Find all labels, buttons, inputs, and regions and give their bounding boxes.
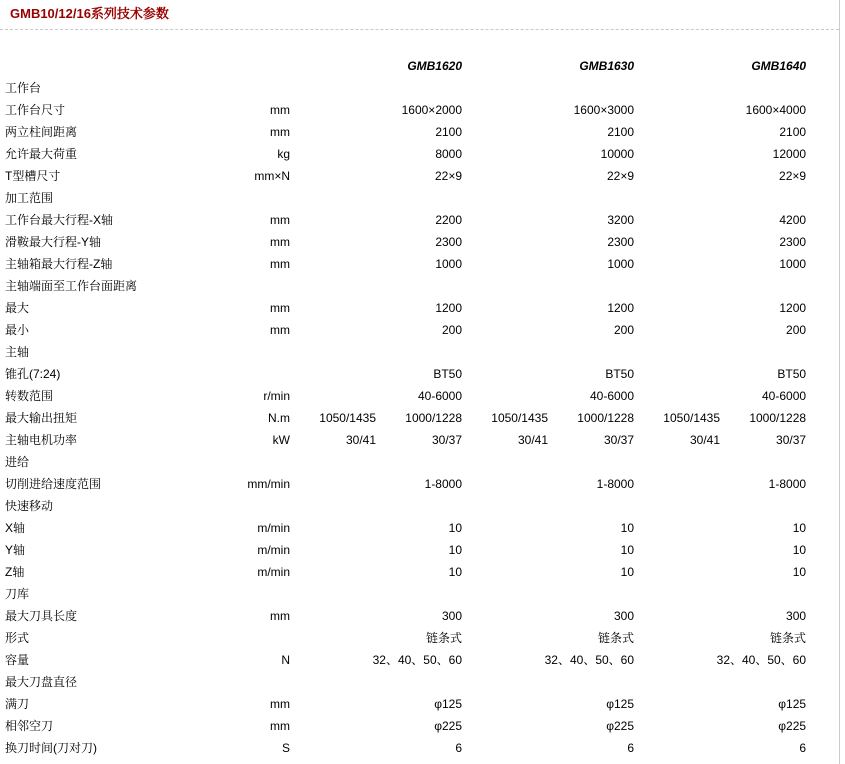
- param-name-cell: 主轴电机功率: [5, 433, 78, 447]
- unit-cell: mm/min: [247, 477, 290, 491]
- param-name-cell: 工作台最大行程-X轴: [5, 213, 114, 227]
- unit-cell: mm: [270, 103, 290, 117]
- value-cell: 200: [441, 323, 463, 337]
- value-cell: 1050/1435: [319, 411, 376, 425]
- empty-value-cell: [295, 452, 462, 474]
- value-cell: 32、40、50、60: [372, 653, 463, 667]
- unit-cell: S: [281, 741, 290, 755]
- unit-cell: N.m: [268, 411, 290, 425]
- empty-value-cell: [295, 496, 462, 518]
- param-name-cell: 最大刀具长度: [5, 609, 78, 623]
- param-name-cell: 切削进给速度范围: [5, 477, 102, 491]
- param-name-cell: T型槽尺寸: [5, 169, 61, 183]
- unit-cell: mm: [270, 697, 290, 711]
- empty-value-cell: [639, 584, 806, 606]
- table-row: [5, 408, 806, 430]
- unit-cell: [242, 364, 290, 386]
- empty-value-cell: [467, 672, 634, 694]
- value-cell: φ225: [778, 719, 807, 733]
- table-row: [5, 562, 806, 584]
- table-row: [5, 650, 806, 672]
- value-cell: 10: [448, 565, 463, 579]
- unit-cell: [242, 452, 290, 474]
- empty-value-cell: [639, 672, 806, 694]
- unit-cell: [242, 78, 290, 100]
- value-cell: 1-8000: [424, 477, 463, 491]
- value-cell: 200: [786, 323, 807, 337]
- unit-cell: [242, 342, 290, 364]
- table-row: [5, 364, 806, 386]
- unit-cell: [242, 188, 290, 210]
- table-row: [5, 430, 806, 452]
- value-cell: 32、40、50、60: [544, 653, 635, 667]
- value-cell: φ125: [434, 697, 463, 711]
- value-cell: 30/37: [776, 433, 807, 447]
- section-name-cell: 工作台: [5, 81, 42, 95]
- value-cell: 40-6000: [589, 389, 635, 403]
- table-row: [5, 694, 806, 716]
- table-row: [5, 584, 806, 606]
- section-name-cell: 进给: [5, 455, 30, 469]
- value-cell: 10000: [600, 147, 635, 161]
- param-name-cell: Y轴: [5, 543, 26, 557]
- unit-cell: r/min: [263, 389, 290, 403]
- spec-table-body: [5, 56, 806, 760]
- value-cell: BT50: [777, 367, 807, 381]
- value-cell: 2100: [607, 125, 635, 139]
- table-row: [5, 122, 806, 144]
- table-row: [5, 298, 806, 320]
- value-cell: 链条式: [598, 631, 635, 645]
- unit-cell: mm: [270, 257, 290, 271]
- table-row: [5, 232, 806, 254]
- value-cell: 10: [620, 565, 635, 579]
- value-cell: 6: [799, 741, 807, 755]
- table-row: [5, 474, 806, 496]
- param-name-cell: 转数范围: [5, 389, 54, 403]
- value-cell: φ225: [606, 719, 635, 733]
- param-name-cell: 锥孔(7:24): [5, 367, 61, 381]
- value-cell: 10: [792, 543, 807, 557]
- value-cell: 1050/1435: [663, 411, 721, 425]
- unit-cell: mm: [270, 125, 290, 139]
- table-row: [5, 276, 806, 298]
- param-name-cell: 换刀时间(刀对刀): [5, 741, 97, 755]
- param-name-cell: 相邻空刀: [5, 719, 54, 733]
- param-name-cell: 最大输出扭矩: [5, 411, 78, 425]
- unit-cell: m/min: [257, 521, 290, 535]
- param-name-cell: 形式: [5, 631, 30, 645]
- value-cell: φ125: [778, 697, 807, 711]
- model-header-cell-2: GMB1640: [751, 59, 807, 73]
- value-cell: 10: [620, 521, 635, 535]
- value-cell: 1000/1228: [749, 411, 807, 425]
- table-row: [5, 496, 806, 518]
- value-cell: 4200: [779, 213, 807, 227]
- unit-cell: mm: [270, 301, 290, 315]
- spec-table: [0, 56, 811, 760]
- table-row: [5, 716, 806, 738]
- value-cell: 10: [792, 521, 807, 535]
- table-row: [5, 540, 806, 562]
- value-cell: 1000/1228: [577, 411, 635, 425]
- empty-value-cell: [295, 672, 462, 694]
- value-cell: 1200: [607, 301, 635, 315]
- unit-cell: [242, 496, 290, 518]
- table-row: [5, 188, 806, 210]
- value-cell: 10: [448, 543, 463, 557]
- value-cell: 30/37: [604, 433, 635, 447]
- value-cell: 2200: [435, 213, 463, 227]
- param-name-cell: 主轴箱最大行程-Z轴: [5, 257, 113, 271]
- value-cell: 2300: [435, 235, 463, 249]
- unit-cell: mm: [270, 213, 290, 227]
- value-cell: 1-8000: [596, 477, 635, 491]
- value-cell: 300: [441, 609, 463, 623]
- unit-cell: m/min: [257, 565, 290, 579]
- dashed-divider: [0, 29, 839, 30]
- empty-value-cell: [467, 496, 634, 518]
- value-cell: 2100: [435, 125, 463, 139]
- empty-value-cell: [467, 584, 634, 606]
- value-cell: 300: [786, 609, 807, 623]
- unit-cell: N: [281, 653, 290, 667]
- value-cell: 1200: [435, 301, 463, 315]
- param-name-cell: Z轴: [5, 565, 25, 579]
- table-row: [5, 738, 806, 760]
- value-cell: 12000: [772, 147, 807, 161]
- value-cell: 30/41: [690, 433, 721, 447]
- unit-cell: m/min: [257, 543, 290, 557]
- empty-value-cell: [639, 452, 806, 474]
- model-header-cell-1: GMB1630: [579, 59, 635, 73]
- param-name-cell: 满刀: [5, 697, 30, 711]
- value-cell: 1000/1228: [405, 411, 463, 425]
- empty-value-cell: [467, 276, 634, 298]
- value-cell: 32、40、50、60: [716, 653, 807, 667]
- empty-value-cell: [639, 496, 806, 518]
- unit-cell: mm: [270, 323, 290, 337]
- value-cell: 22×9: [434, 169, 463, 183]
- param-name-cell: 最大: [5, 301, 30, 315]
- value-cell: 1600×3000: [573, 103, 635, 117]
- empty-value-cell: [639, 78, 806, 100]
- section-name-cell: 快速移动: [5, 499, 54, 513]
- table-row: [5, 518, 806, 540]
- unit-cell: mm: [270, 719, 290, 733]
- unit-cell: [242, 628, 290, 650]
- value-cell: 6: [455, 741, 463, 755]
- table-row: [5, 254, 806, 276]
- value-cell: 10: [620, 543, 635, 557]
- page-title: GMB10/12/16系列技术参数: [10, 6, 169, 21]
- param-name-cell: 滑鞍最大行程-Y轴: [5, 235, 102, 249]
- value-cell: 1000: [779, 257, 807, 271]
- unit-cell: [242, 276, 290, 298]
- value-cell: 3200: [607, 213, 635, 227]
- param-name-cell: 允许最大荷重: [5, 147, 78, 161]
- unit-cell: [242, 672, 290, 694]
- empty-value-cell: [295, 584, 462, 606]
- table-row: [5, 320, 806, 342]
- param-name-cell: 最小: [5, 323, 30, 337]
- model-header-cell-0: GMB1620: [407, 59, 463, 73]
- table-row: [5, 628, 806, 650]
- value-cell: 链条式: [770, 631, 807, 645]
- value-cell: 6: [627, 741, 635, 755]
- value-cell: BT50: [605, 367, 635, 381]
- value-cell: 200: [614, 323, 635, 337]
- param-name-cell: 工作台尺寸: [5, 103, 66, 117]
- value-cell: 1-8000: [768, 477, 807, 491]
- unit-cell: [242, 584, 290, 606]
- value-cell: 40-6000: [762, 389, 807, 403]
- value-cell: 1000: [607, 257, 635, 271]
- table-row: [5, 386, 806, 408]
- header-empty-unit-cell: [242, 56, 290, 78]
- table-header-row: [5, 56, 806, 78]
- value-cell: 40-6000: [417, 389, 463, 403]
- unit-cell: kg: [277, 147, 290, 161]
- empty-value-cell: [467, 452, 634, 474]
- value-cell: 10: [448, 521, 463, 535]
- empty-value-cell: [639, 188, 806, 210]
- value-cell: 30/41: [517, 433, 549, 447]
- table-row: [5, 672, 806, 694]
- section-name-cell: 刀库: [5, 587, 30, 601]
- value-cell: φ125: [606, 697, 635, 711]
- empty-value-cell: [295, 342, 462, 364]
- value-cell: BT50: [433, 367, 463, 381]
- table-row: [5, 166, 806, 188]
- empty-value-cell: [639, 276, 806, 298]
- value-cell: 1600×2000: [401, 103, 463, 117]
- unit-cell: mm×N: [254, 169, 290, 183]
- empty-value-cell: [467, 78, 634, 100]
- unit-cell: kW: [272, 433, 290, 447]
- table-row: [5, 78, 806, 100]
- value-cell: 22×9: [779, 169, 807, 183]
- value-cell: 10: [792, 565, 807, 579]
- table-row: [5, 342, 806, 364]
- table-row: [5, 210, 806, 232]
- param-name-cell: 两立柱间距离: [5, 125, 78, 139]
- param-name-cell: X轴: [5, 521, 26, 535]
- value-cell: 1050/1435: [491, 411, 549, 425]
- section-name-cell: 主轴端面至工作台面距离: [5, 279, 138, 293]
- value-cell: 2300: [607, 235, 635, 249]
- table-row: [5, 100, 806, 122]
- value-cell: 2300: [779, 235, 807, 249]
- empty-value-cell: [467, 188, 634, 210]
- section-name-cell: 加工范围: [5, 191, 54, 205]
- empty-value-cell: [295, 276, 462, 298]
- table-row: [5, 452, 806, 474]
- value-cell: 300: [614, 609, 635, 623]
- empty-value-cell: [295, 188, 462, 210]
- value-cell: 链条式: [426, 631, 463, 645]
- section-name-cell: 最大刀盘直径: [5, 675, 78, 689]
- unit-cell: mm: [270, 609, 290, 623]
- unit-cell: mm: [270, 235, 290, 249]
- value-cell: 2100: [779, 125, 807, 139]
- value-cell: 8000: [435, 147, 463, 161]
- value-cell: φ225: [434, 719, 463, 733]
- empty-value-cell: [639, 342, 806, 364]
- value-cell: 1200: [779, 301, 807, 315]
- section-name-cell: 主轴: [5, 345, 30, 359]
- value-cell: 1600×4000: [745, 103, 807, 117]
- value-cell: 1000: [435, 257, 463, 271]
- empty-value-cell: [467, 342, 634, 364]
- value-cell: 22×9: [607, 169, 635, 183]
- header-empty-name-cell: [5, 56, 237, 78]
- empty-value-cell: [295, 78, 462, 100]
- param-name-cell: 容量: [5, 653, 30, 667]
- value-cell: 30/37: [431, 433, 463, 447]
- table-row: [5, 144, 806, 166]
- value-cell: 30/41: [345, 433, 376, 447]
- table-row: [5, 606, 806, 628]
